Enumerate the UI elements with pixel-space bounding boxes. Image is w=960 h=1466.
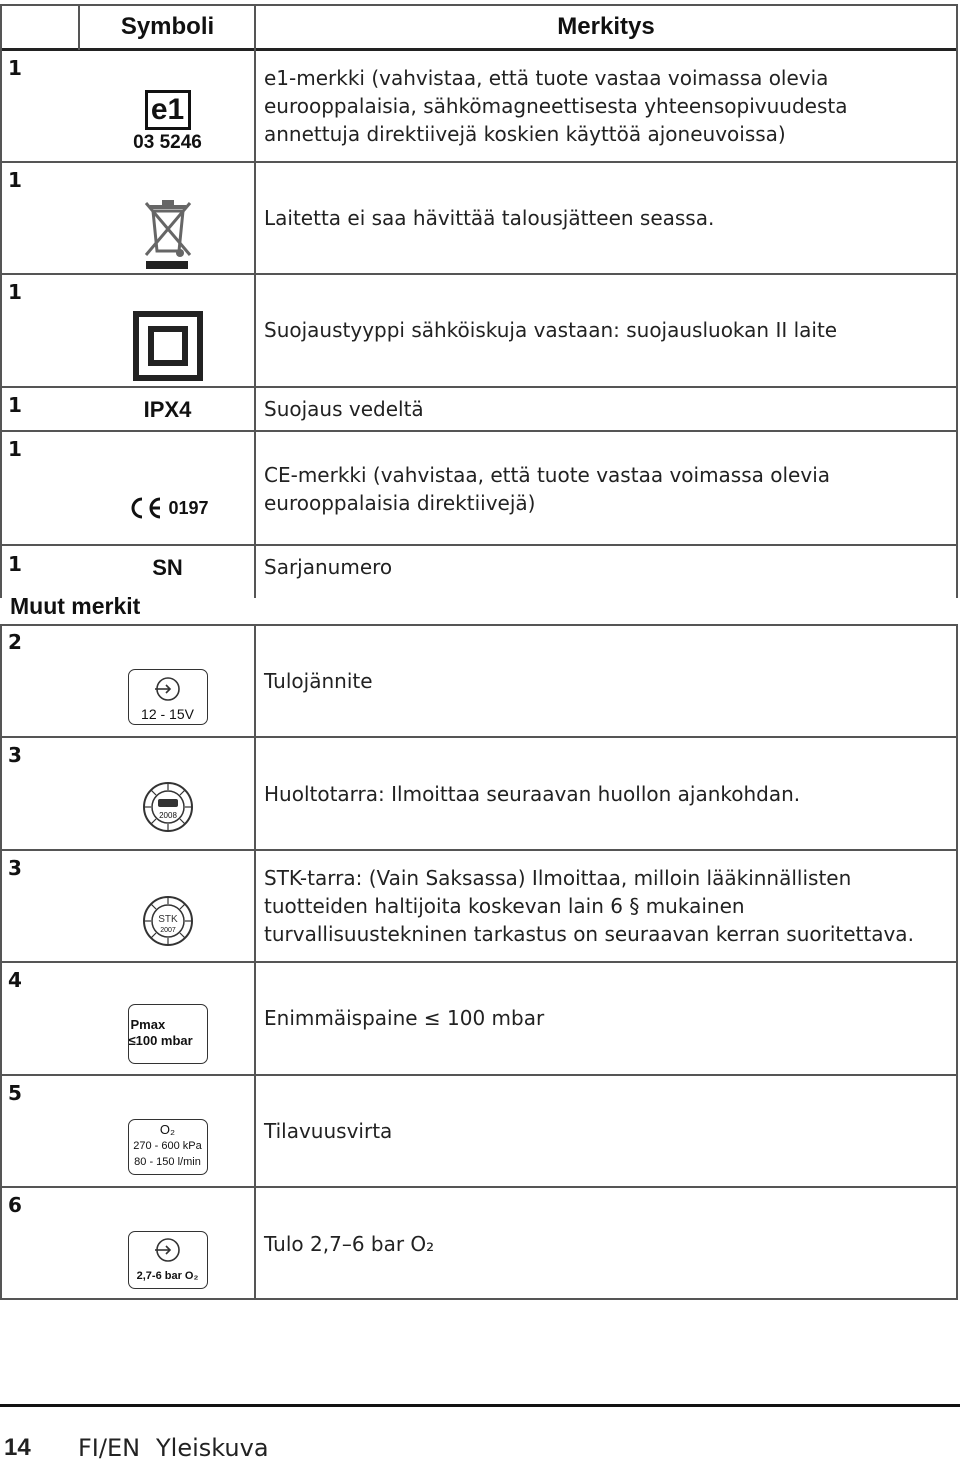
footer-lang: FI/EN (78, 1434, 141, 1462)
oxygen-flow-label-box (128, 1119, 208, 1175)
row-meaning: CE-merkki (vahvistaa, että tuote vastaa voimassa olevia eurooppalaisia direktiivejä) (264, 463, 831, 515)
rule (0, 736, 958, 738)
double-square-icon (133, 311, 203, 381)
weee-symbol (80, 194, 255, 272)
sn-label: SN (152, 555, 183, 580)
row-meaning: Huoltotarra: Ilmoittaa seuraavan huollon ajankohdan. (264, 782, 801, 806)
header-meaning: Merkitys (557, 13, 655, 40)
rule (956, 4, 958, 598)
e1-number: 03 5246 (133, 132, 202, 153)
row-meaning: Suojaus vedeltä (264, 397, 424, 421)
oxygen-input-symbol (80, 1230, 255, 1290)
oxygen-line1: O₂ (159, 1122, 176, 1137)
footer-rule (0, 1404, 960, 1407)
rule (0, 1186, 958, 1188)
row-number: 1 (8, 393, 22, 417)
ce-mark-icon (126, 496, 164, 520)
service-year: 2008 (158, 811, 177, 820)
voltage-symbol (80, 668, 255, 726)
rule (0, 4, 958, 6)
row-number: 1 (8, 437, 22, 461)
rule (0, 430, 958, 432)
row-number: 1 (8, 552, 22, 576)
service-sticker-icon (142, 781, 194, 833)
crossed-bin-icon (142, 195, 194, 271)
input-plug-icon (153, 674, 183, 704)
row-number: 3 (8, 856, 22, 880)
sn-symbol (80, 552, 255, 584)
e1-symbol (80, 90, 255, 154)
rule (0, 849, 958, 851)
row-meaning: Tilavuusvirta (264, 1119, 393, 1143)
row-meaning: Enimmäispaine ≤ 100 mbar (264, 1006, 545, 1030)
stk-text: STK (157, 914, 178, 925)
rule (0, 1298, 958, 1300)
row-meaning: Sarjanumero (264, 555, 393, 579)
service-sticker-symbol (80, 780, 255, 834)
row-number: 1 (8, 280, 22, 304)
voltage-value: 12 - 15V (141, 706, 194, 722)
oxygen-input-label-box (128, 1231, 208, 1289)
rule (0, 544, 958, 546)
rule (0, 386, 958, 388)
row-meaning: Tulo 2,7–6 bar O₂ (264, 1232, 435, 1256)
row-number: 4 (8, 968, 22, 992)
rule (0, 48, 958, 51)
oxygen-flow-symbol (80, 1118, 255, 1176)
stk-sticker-symbol (80, 894, 255, 948)
oxygen-input-value: 2,7-6 bar O₂ (136, 1270, 199, 1282)
header-symbol: Symboli (120, 13, 215, 40)
rule (0, 161, 958, 163)
pmax-label-box (128, 1004, 208, 1064)
stk-year: 2007 (159, 927, 176, 934)
section-title: Muut merkit (10, 593, 141, 619)
row-meaning: Tulojännite (264, 669, 373, 693)
row-number: 1 (8, 56, 22, 80)
voltage-label-box (128, 669, 208, 725)
rule (0, 273, 958, 275)
pmax-line1: Pmax (130, 1017, 166, 1032)
class2-symbol (80, 308, 255, 384)
row-meaning: Suojaustyyppi sähköiskuja vastaan: suojausluokan II laite (264, 318, 838, 342)
pmax-line2: ≤100 mbar (128, 1033, 193, 1048)
rule (0, 961, 958, 963)
footer-section: Yleiskuva (156, 1434, 269, 1462)
ipx4-label: IPX4 (143, 397, 192, 422)
rule (0, 4, 2, 598)
row-number: 6 (8, 1193, 22, 1217)
rule (0, 624, 958, 626)
row-meaning: e1-merkki (vahvistaa, että tuote vastaa voimassa olevia eurooppalaisia, sähkömagneettisesta yhteensopivuudesta annettuja direktiivejä koskien käyttöä ajoneuvoissa) (264, 66, 848, 146)
row-number: 1 (8, 168, 22, 192)
row-meaning: STK-tarra: (Vain Saksassa) Ilmoittaa, milloin lääkinnällisten tuotteiden haltijoita koskevan lain 6 § mukainen turvallisuustekninen tarkastus on seuraavan kerran suoritettava. (264, 866, 914, 946)
ipx4-symbol (80, 394, 255, 426)
row-number: 2 (8, 630, 22, 654)
page-number: 14 (4, 1434, 31, 1461)
ce-number: 0197 (168, 497, 209, 518)
oxygen-line3: 80 - 150 l/min (134, 1156, 201, 1168)
row-meaning: Laitetta ei saa hävittää talousjätteen seassa. (264, 206, 715, 230)
ce-symbol (80, 490, 255, 526)
row-number: 5 (8, 1081, 22, 1105)
row-number: 3 (8, 743, 22, 767)
e1-mark-icon: e1 (145, 90, 191, 130)
stk-sticker-icon (142, 895, 194, 947)
rule (0, 1074, 958, 1076)
pmax-symbol (80, 1004, 255, 1064)
oxygen-line2: 270 - 600 kPa (133, 1140, 202, 1152)
input-plug-icon (153, 1235, 183, 1265)
